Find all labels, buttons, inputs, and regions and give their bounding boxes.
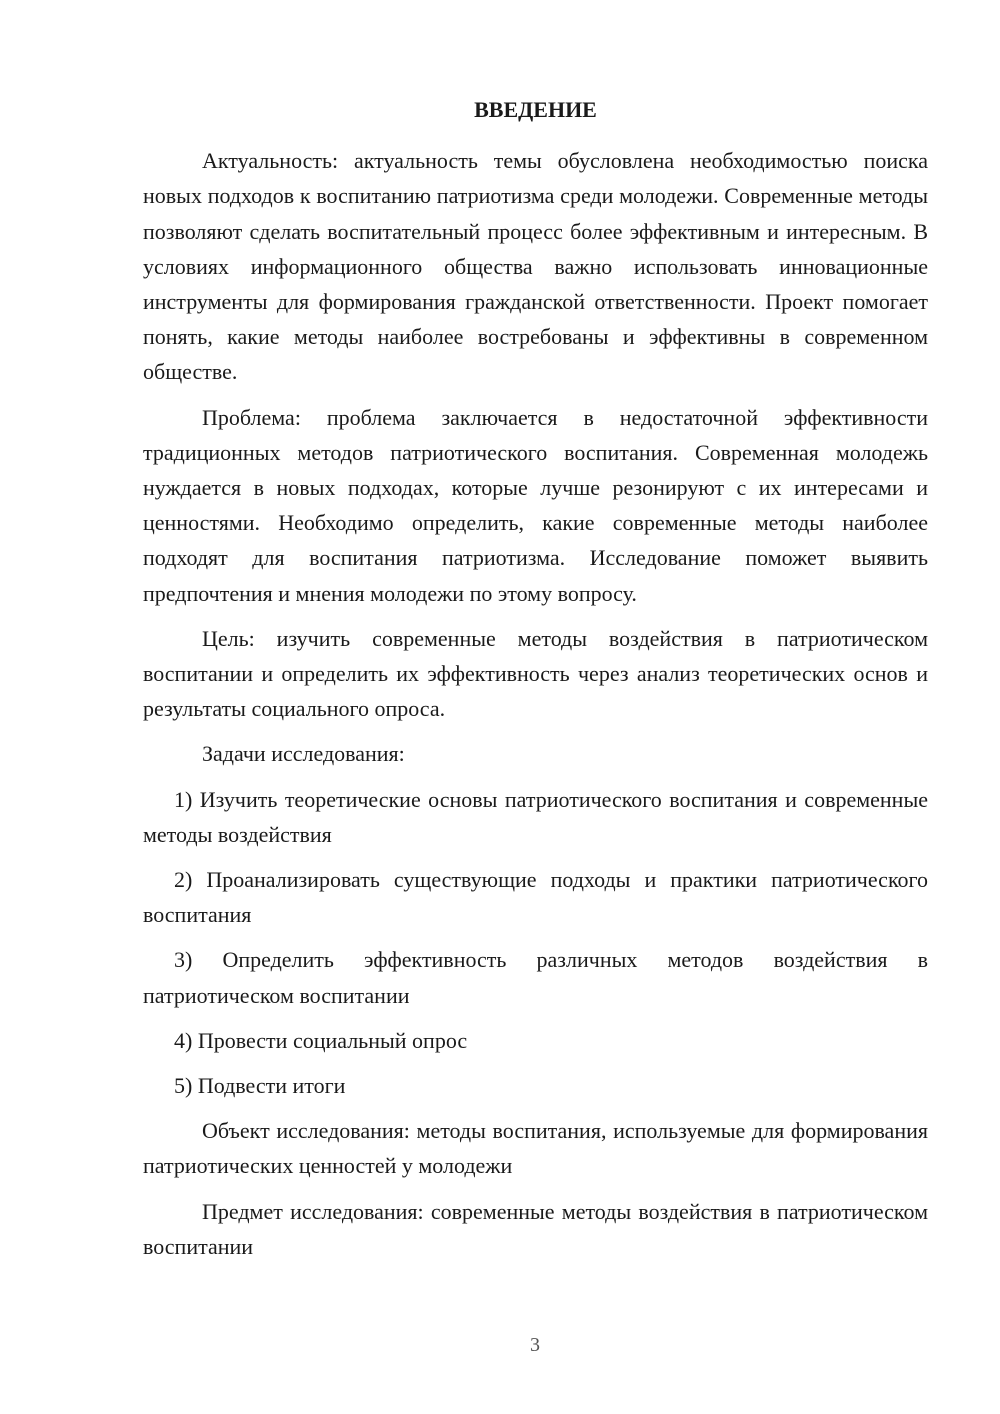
paragraph-object: Объект исследования: методы воспитания, используемые для формирования патриотических ценностей у молодежи [143, 1118, 928, 1179]
tasks-heading: Задачи исследования: [202, 741, 405, 767]
paragraph-subject: Предмет исследования: современные методы воздействия в патриотическом воспитании [143, 1198, 928, 1259]
paragraph-problem: Проблема: проблема заключается в недостаточной эффективности традиционных методов патриотического воспитания. Современная молодежь нуждается в новых подходах, которые лучше резонируют с их интересами и ценностями. Необходимо определить, какие современные методы наиболее подходят для воспитания патриотизма. Исследование поможет выявить предпочтения и мнения молодежи по этому вопросу. [143, 404, 928, 606]
document-page [143, 92, 928, 1274]
task-item: 3) Определить эффективность различных методов воздействия в патриотическом воспитании [143, 947, 928, 1008]
page-number: 3 [530, 1334, 540, 1356]
task-item: 2) Проанализировать существующие подходы и практики патриотического воспитания [143, 867, 928, 928]
task-item: 5) Подвести итоги [174, 1073, 346, 1099]
section-title: ВВЕДЕНИЕ [474, 97, 597, 122]
paragraph-goal: Цель: изучить современные методы воздействия в патриотическом воспитании и определить их эффективность через анализ теоретических основ и результаты социального опроса. [143, 625, 928, 722]
task-item: 1) Изучить теоретические основы патриотического воспитания и современные методы воздействия [143, 786, 928, 847]
task-item: 4) Провести социальный опрос [174, 1027, 468, 1053]
paragraph-relevance: Актуальность: актуальность темы обусловлена необходимостью поиска новых подходов к воспитанию патриотизма среди молодежи. Современные методы позволяют сделать воспитательный процесс более эффективным и интересным. В условиях информационного общества важно использовать инновационные инструменты для формирования гражданской ответственности. Проект помогает понять, какие методы наиболее востребованы и эффективны в современном обществе. [143, 148, 928, 385]
